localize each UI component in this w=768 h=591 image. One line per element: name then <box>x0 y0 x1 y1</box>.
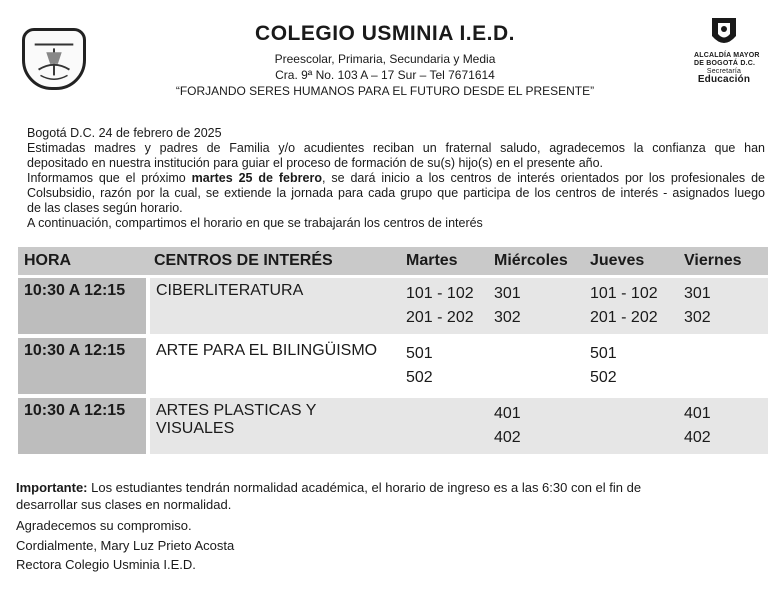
cell-jueves <box>584 396 678 456</box>
header-centros: CENTROS DE INTERÉS <box>148 247 400 277</box>
header-jueves: Jueves <box>584 247 678 277</box>
row-center: CIBERLITERATURA <box>148 277 400 337</box>
row-center: ARTES PLASTICAS Y VISUALES <box>148 396 400 456</box>
cell-miercoles: 401 402 <box>488 396 584 456</box>
row-center: ARTE PARA EL BILINGÜISMO <box>148 336 400 396</box>
important-label: Importante: <box>16 480 88 495</box>
header-viernes: Viernes <box>678 247 768 277</box>
school-levels: Preescolar, Primaria, Secundaria y Media <box>274 52 496 66</box>
table-row <box>18 396 768 456</box>
cell-miercoles: 301 302 <box>488 277 584 337</box>
bogota-logo <box>694 14 760 85</box>
logo-line-4: Educación <box>697 74 751 85</box>
important-note: Importante: Los estudiantes tendrán normalidad académica, el horario de ingreso es a las 6:30 con el fin de <box>16 480 642 495</box>
bogota-coat-of-arms-icon <box>704 14 744 52</box>
date-line: Bogotá D.C. 24 de febrero de 2025 <box>27 126 222 140</box>
start-date: martes 25 de febrero <box>191 171 322 185</box>
cell-jueves: 101 - 102 201 - 202 <box>584 277 678 337</box>
cell-martes <box>400 396 488 456</box>
header-martes: Martes <box>400 247 488 277</box>
signoff-line: Cordialmente, Mary Luz Prieto Acosta <box>16 538 235 553</box>
cell-viernes: 301 302 <box>678 277 768 337</box>
cell-martes: 101 - 102 201 - 202 <box>400 277 488 337</box>
paragraph-2-line-3: de las clases según horario. <box>27 201 183 215</box>
schedule-table <box>18 247 768 458</box>
cell-viernes: 401 402 <box>678 396 768 456</box>
logo-line-3: Secretaría <box>706 68 742 75</box>
paragraph-1-line-2: depositado en nuestra institución para guiar el proceso de formación de su(s) hijo(s) en el presente año. <box>27 156 604 170</box>
logo-line-1: ALCALDÍA MAYOR <box>694 52 760 59</box>
paragraph-3: A continuación, compartimos el horario en que se trabajarán los centros de interés <box>27 216 483 230</box>
thanks-line: Agradecemos su compromiso. <box>16 518 192 533</box>
school-motto: “FORJANDO SERES HUMANOS PARA EL FUTURO DESDE EL PRESENTE” <box>175 84 595 98</box>
paragraph-2-line-1: Informamos que el próximo martes 25 de febrero, se dará inicio a los centros de interés orientados por los profesionales de <box>27 171 765 185</box>
paragraph-1-line-1: Estimadas madres y padres de Familia y/o acudientes reciban un fraternal saludo, agradecemos la confianza que han <box>27 141 765 155</box>
signer-title: Rectora Colegio Usminia I.E.D. <box>16 557 196 572</box>
row-time: 10:30 A 12:15 <box>18 336 148 396</box>
school-address: Cra. 9ª No. 103 A – 17 Sur – Tel 7671614 <box>275 68 495 82</box>
cell-viernes <box>678 336 768 396</box>
table-header-row <box>18 247 768 277</box>
school-name: COLEGIO USMINIA I.E.D. <box>255 22 515 45</box>
table-row <box>18 336 768 396</box>
logo-line-2: DE BOGOTÁ D.C. <box>694 60 756 67</box>
row-time: 10:30 A 12:15 <box>18 396 148 456</box>
cell-miercoles <box>488 336 584 396</box>
important-note-line-2: desarrollar sus clases en normalidad. <box>16 497 232 512</box>
table-row <box>18 277 768 337</box>
header-hora: HORA <box>18 247 148 277</box>
paragraph-2-line-2: Colsubsidio, razón por la cual, se extiende la jornada para cada grupo que participa de los centros de interés - asignados luego <box>27 186 765 200</box>
cell-martes: 501 502 <box>400 336 488 396</box>
row-time: 10:30 A 12:15 <box>18 277 148 337</box>
school-crest-icon <box>22 28 86 90</box>
cell-jueves: 501 502 <box>584 336 678 396</box>
header-miercoles: Miércoles <box>488 247 584 277</box>
